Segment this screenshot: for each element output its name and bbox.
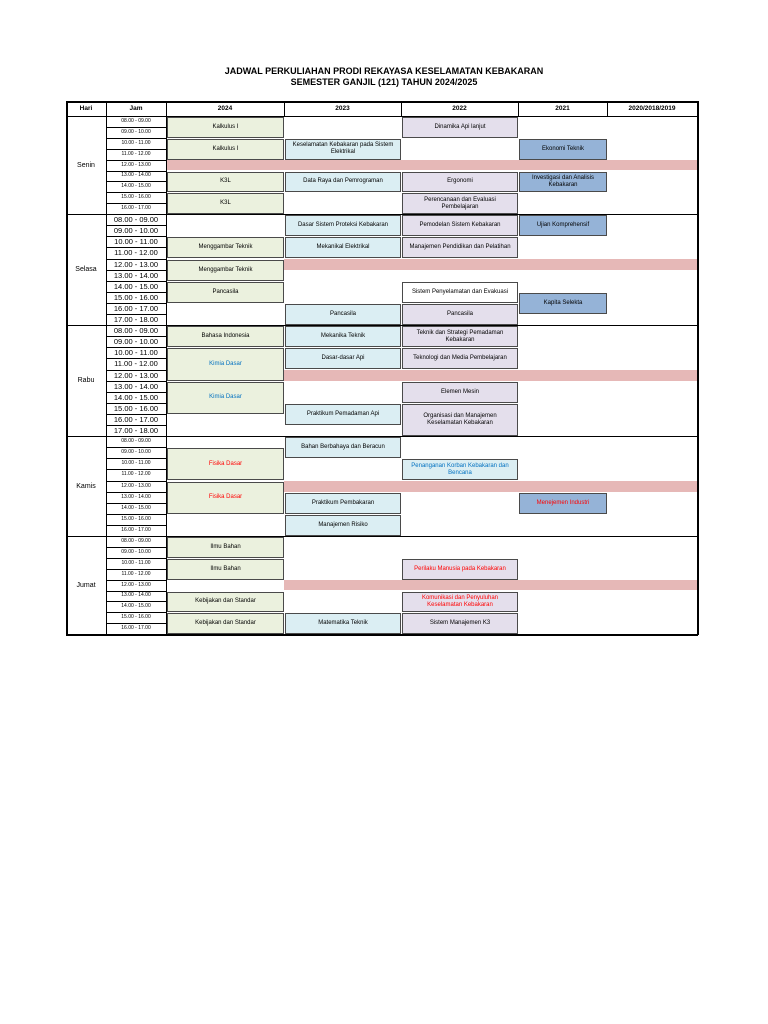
course-cell: Ujian Komprehensif: [519, 215, 607, 236]
time-slot: 12.00 - 13.00: [113, 370, 159, 380]
grid-line: [106, 458, 166, 459]
day-label: Rabu: [77, 377, 95, 385]
course-cell: Menggambar Teknik: [167, 260, 284, 281]
grid-line: [66, 536, 698, 537]
grid-line: [106, 171, 166, 172]
grid-line: [106, 336, 166, 337]
time-slot: 14.00 - 15.00: [121, 504, 151, 511]
course-cell: Kimia Dasar: [167, 382, 284, 414]
grid-line: [106, 558, 166, 559]
course-cell: Bahan Berbahaya dan Beracun: [285, 437, 401, 458]
grid-line: [66, 101, 698, 103]
grid-line: [697, 101, 699, 635]
course-cell: Pancasila: [285, 304, 401, 325]
time-slot: 09.00 - 10.00: [121, 128, 151, 135]
grid-line: [401, 101, 402, 116]
time-slot: 16.00 - 17.00: [121, 205, 151, 212]
time-slot: 13.00 - 14.00: [113, 270, 159, 280]
grid-line: [106, 347, 166, 348]
grid-line: [66, 325, 698, 326]
course-cell: Fisika Dasar: [167, 448, 284, 480]
grid-line: [106, 580, 166, 581]
grid-line: [106, 247, 166, 248]
course-cell: Elemen Mesin: [402, 382, 518, 403]
course-cell: Matematika Teknik: [285, 613, 401, 634]
grid-line: [106, 138, 166, 139]
time-slot: 15.00 - 16.00: [121, 515, 151, 522]
time-slot: 08.00 - 09.00: [121, 117, 151, 124]
column-header: 2022: [452, 105, 467, 112]
column-header: 2023: [335, 105, 350, 112]
course-cell: Keselamatan Kebakaran pada Sistem Elektrikal: [285, 139, 401, 160]
course-cell: Mekanika Teknik: [285, 326, 401, 347]
break-bar: [284, 259, 697, 270]
time-slot: 14.00 - 15.00: [113, 281, 159, 291]
course-cell: Praktikum Pembakaran: [285, 493, 401, 514]
day-label: Selasa: [75, 266, 97, 274]
grid-line: [106, 358, 166, 359]
course-cell: Fisika Dasar: [167, 482, 284, 514]
course-cell: Praktikum Pemadaman Api: [285, 404, 401, 425]
grid-line: [106, 303, 166, 304]
break-bar: [284, 370, 697, 381]
course-cell: Manajemen Risiko: [285, 515, 401, 536]
course-cell: K3L: [167, 193, 284, 214]
day-label: Jumat: [76, 581, 96, 589]
grid-line: [106, 381, 166, 382]
grid-line: [66, 101, 68, 635]
time-slot: 12.00 - 13.00: [121, 581, 151, 588]
grid-line: [106, 314, 166, 315]
time-slot: 11.00 - 12.00: [114, 248, 158, 258]
day-label: Senin: [77, 161, 95, 169]
course-cell: Pancasila: [167, 282, 284, 303]
grid-line: [106, 525, 166, 526]
grid-line: [106, 481, 166, 482]
course-cell: Pancasila: [402, 304, 518, 325]
time-slot: 08.00 - 09.00: [113, 215, 159, 225]
column-header: 2021: [555, 105, 570, 112]
column-header: 2024: [217, 105, 233, 112]
course-cell: Kebijakan dan Standar: [167, 613, 284, 634]
course-cell: Penanganan Korban Kebakaran dan Bencana: [402, 459, 518, 480]
course-cell: Menggambar Teknik: [167, 237, 284, 258]
grid-line: [106, 370, 166, 371]
grid-line: [106, 591, 166, 592]
grid-line: [66, 116, 698, 117]
grid-line: [166, 116, 167, 634]
grid-line: [106, 547, 166, 548]
time-slot: 10.00 - 11.00: [121, 460, 151, 467]
time-slot: 15.00 - 16.00: [121, 194, 151, 201]
time-slot: 09.00 - 10.00: [113, 337, 159, 347]
course-cell: Teknologi dan Media Pembelajaran: [402, 348, 518, 369]
time-slot: 08.00 - 09.00: [121, 537, 151, 544]
time-slot: 15.00 - 16.00: [113, 403, 159, 413]
time-slot: 16.00 - 17.00: [113, 414, 159, 424]
time-slot: 11.00 - 12.00: [114, 359, 158, 369]
grid-line: [284, 101, 285, 116]
grid-line: [106, 236, 166, 237]
course-cell: Investigasi dan Analisis Kebakaran: [519, 172, 607, 193]
grid-line: [106, 447, 166, 448]
grid-line: [106, 514, 166, 515]
grid-line: [66, 214, 698, 215]
day-label: Kamis: [76, 482, 96, 490]
time-slot: 14.00 - 15.00: [113, 392, 159, 402]
page-title-line2: SEMESTER GANJIL (121) TAHUN 2024/2025: [290, 77, 478, 87]
grid-line: [106, 392, 166, 393]
time-slot: 17.00 - 18.00: [113, 315, 159, 325]
grid-line: [106, 492, 166, 493]
column-header: Hari: [79, 105, 93, 112]
course-cell: Bahasa Indonesia: [167, 326, 284, 347]
course-cell: Ekonomi Teknik: [519, 139, 607, 160]
course-cell: Perencanaan dan Evaluasi Pembelajaran: [402, 193, 518, 214]
column-header: 2020/2018/2019: [628, 105, 676, 112]
course-cell: Sistem Manajemen K3: [402, 613, 518, 634]
course-cell: Kalkulus I: [167, 117, 284, 138]
grid-line: [106, 192, 166, 193]
grid-line: [607, 101, 608, 116]
course-cell: Kimia Dasar: [167, 348, 284, 380]
course-cell: Kebijakan dan Standar: [167, 592, 284, 613]
time-slot: 15.00 - 16.00: [113, 292, 159, 302]
course-cell: Organisasi dan Manajemen Keselamatan Kebakaran: [402, 404, 518, 436]
column-header: Jam: [129, 105, 143, 112]
grid-line: [106, 281, 166, 282]
time-slot: 09.00 - 10.00: [121, 449, 151, 456]
time-slot: 13.00 - 14.00: [121, 172, 151, 179]
time-slot: 14.00 - 15.00: [121, 603, 151, 610]
grid-line: [106, 127, 166, 128]
time-slot: 09.00 - 10.00: [113, 226, 159, 236]
course-cell: Ilmu Bahan: [167, 537, 284, 558]
time-slot: 12.00 - 13.00: [121, 161, 151, 168]
course-cell: Kapita Selekta: [519, 293, 607, 314]
grid-line: [66, 634, 698, 636]
grid-line: [106, 203, 166, 204]
time-slot: 11.00 - 12.00: [121, 471, 151, 478]
break-bar: [166, 160, 697, 171]
grid-line: [106, 101, 107, 116]
course-cell: Dasar Sistem Proteksi Kebakaran: [285, 215, 401, 236]
grid-line: [106, 116, 107, 634]
course-cell: Mekanikal Elektrikal: [285, 237, 401, 258]
time-slot: 10.00 - 11.00: [121, 559, 151, 566]
grid-line: [106, 292, 166, 293]
grid-line: [106, 414, 166, 415]
course-cell: Dinamika Api lanjut: [402, 117, 518, 138]
grid-line: [106, 569, 166, 570]
break-bar: [284, 580, 697, 591]
time-slot: 16.00 - 17.00: [121, 625, 151, 632]
break-bar: [284, 481, 697, 492]
time-slot: 13.00 - 14.00: [121, 493, 151, 500]
grid-line: [106, 160, 166, 161]
grid-line: [106, 149, 166, 150]
time-slot: 16.00 - 17.00: [113, 303, 159, 313]
grid-line: [106, 469, 166, 470]
course-cell: Pemodelan Sistem Kebakaran: [402, 215, 518, 236]
time-slot: 12.00 - 13.00: [121, 482, 151, 489]
time-slot: 08.00 - 09.00: [121, 438, 151, 445]
time-slot: 11.00 - 12.00: [121, 570, 151, 577]
grid-line: [106, 225, 166, 226]
time-slot: 10.00 - 11.00: [121, 139, 151, 146]
grid-line: [518, 101, 519, 116]
course-cell: Teknik dan Strategi Pemadaman Kebakaran: [402, 326, 518, 347]
time-slot: 10.00 - 11.00: [114, 348, 158, 358]
time-slot: 12.00 - 13.00: [113, 259, 159, 269]
course-cell: Menejemen Industri: [519, 493, 607, 514]
page-title-line1: JADWAL PERKULIAHAN PRODI REKAYASA KESELAMATAN KEBAKARAN: [224, 66, 544, 76]
time-slot: 15.00 - 16.00: [121, 614, 151, 621]
course-cell: Ergonomi: [402, 172, 518, 193]
course-cell: Ilmu Bahan: [167, 559, 284, 580]
grid-line: [66, 436, 698, 437]
course-cell: Data Raya dan Pemrograman: [285, 172, 401, 193]
grid-line: [166, 101, 167, 116]
grid-line: [106, 403, 166, 404]
time-slot: 13.00 - 14.00: [113, 381, 159, 391]
time-slot: 10.00 - 11.00: [114, 237, 158, 247]
grid-line: [106, 612, 166, 613]
time-slot: 14.00 - 15.00: [121, 183, 151, 190]
time-slot: 17.00 - 18.00: [113, 426, 159, 436]
course-cell: K3L: [167, 172, 284, 193]
time-slot: 11.00 - 12.00: [121, 150, 151, 157]
course-cell: Komunikasi dan Penyuluhan Keselamatan Kebakaran: [402, 592, 518, 613]
course-cell: Dasar-dasar Api: [285, 348, 401, 369]
time-slot: 13.00 - 14.00: [121, 592, 151, 599]
grid-line: [106, 601, 166, 602]
course-cell: Perilaku Manusia pada Kebakaran: [402, 559, 518, 580]
time-slot: 16.00 - 17.00: [121, 526, 151, 533]
grid-line: [106, 181, 166, 182]
time-slot: 09.00 - 10.00: [121, 548, 151, 555]
grid-line: [106, 623, 166, 624]
grid-line: [106, 259, 166, 260]
time-slot: 08.00 - 09.00: [113, 326, 159, 336]
grid-line: [106, 425, 166, 426]
course-cell: Manajemen Pendidikan dan Pelatihan: [402, 237, 518, 258]
course-cell: Kalkulus I: [167, 139, 284, 160]
grid-line: [106, 503, 166, 504]
course-cell: Sistem Penyelamatan dan Evakuasi: [402, 282, 518, 303]
grid-line: [106, 270, 166, 271]
